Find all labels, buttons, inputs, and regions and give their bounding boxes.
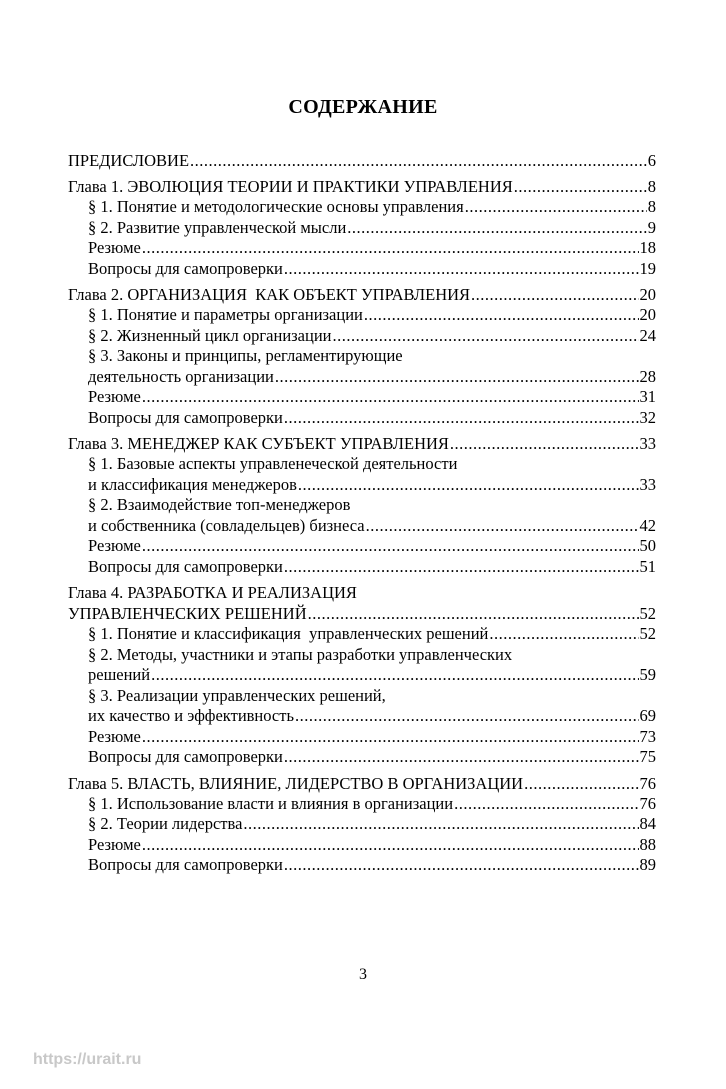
dot-leader <box>284 747 639 768</box>
toc-summary[interactable] <box>68 238 656 259</box>
toc-entry-label: Резюме <box>88 238 141 257</box>
dot-leader <box>142 727 639 748</box>
toc-entry-label: Глава 5. ВЛАСТЬ, ВЛИЯНИЕ, ЛИДЕРСТВО В ОРГАНИЗАЦИИ <box>68 773 524 793</box>
toc-entry-label: § 1. Использование власти и влияния в организации <box>88 793 454 813</box>
toc-section[interactable] <box>68 814 656 835</box>
toc-review-questions[interactable] <box>68 259 656 280</box>
dot-leader <box>514 176 647 197</box>
toc-entry-label: Вопросы для самопроверки <box>88 747 283 766</box>
toc-summary[interactable] <box>68 835 656 856</box>
toc-section[interactable] <box>68 197 656 218</box>
dot-leader <box>450 433 639 454</box>
toc-review-questions[interactable] <box>68 747 656 768</box>
toc-section[interactable] <box>68 454 656 495</box>
toc-entry-preface[interactable] <box>68 150 656 171</box>
toc-entry-page: 69 <box>639 706 656 725</box>
toc-entry-page: 6 <box>647 151 656 170</box>
dot-leader <box>190 150 647 171</box>
toc-entry-label: Резюме <box>88 536 141 555</box>
dot-leader <box>284 855 639 876</box>
toc-section[interactable] <box>68 686 656 727</box>
dot-leader <box>243 814 638 835</box>
toc-entry-page: 59 <box>639 665 656 684</box>
toc-entry-page: 76 <box>639 773 656 793</box>
toc-entry-label: § 1. Понятие и классификация управленческих решений <box>88 624 489 643</box>
toc-entry-label: Вопросы для самопроверки <box>88 855 283 874</box>
toc-entry-page: 89 <box>639 855 656 874</box>
toc-entry-page: 31 <box>639 387 656 406</box>
dot-leader <box>489 624 638 645</box>
toc-entry-label-line-2: УПРАВЛЕНЧЕСКИХ РЕШЕНИЙ <box>68 604 307 623</box>
toc-entry-label-line-1: § 3. Законы и принципы, регламентирующие <box>88 346 403 365</box>
toc-entry-label: Резюме <box>88 726 141 746</box>
dot-leader <box>142 387 639 408</box>
toc-entry-label: § 1. Понятие и параметры организации <box>88 305 363 324</box>
toc-entry-label: § 2. Теории лидерства <box>88 814 243 833</box>
watermark-url: https://urait.ru <box>33 1051 142 1068</box>
dot-leader <box>275 367 639 388</box>
toc-entry-page: 75 <box>639 747 656 766</box>
toc-entry-label: Вопросы для самопроверки <box>88 407 283 427</box>
toc-entry-page: 9 <box>647 217 656 237</box>
dot-leader <box>284 557 639 578</box>
toc-entry-page: 32 <box>639 407 656 427</box>
dot-leader <box>142 835 639 856</box>
dot-leader <box>347 218 646 239</box>
toc-entry-label: Вопросы для самопроверки <box>88 258 283 278</box>
toc-entry-label-line-1: § 3. Реализации управленческих решений, <box>88 685 386 705</box>
toc-chapter-5[interactable] <box>68 773 656 794</box>
toc-chapter-3[interactable] <box>68 433 656 454</box>
toc-entry-label: Резюме <box>88 834 141 854</box>
toc-chapter-4[interactable] <box>68 582 656 624</box>
toc-entry-page: 42 <box>639 515 656 535</box>
toc-entry-label: ПРЕДИСЛОВИЕ <box>68 151 190 170</box>
toc-section[interactable] <box>68 794 656 815</box>
toc-entry-label-line-2: и классификация менеджеров <box>88 474 297 494</box>
toc-chapter-1[interactable] <box>68 176 656 197</box>
toc-entry-page: 8 <box>647 177 656 196</box>
toc-entry-label: Глава 1. ЭВОЛЮЦИЯ ТЕОРИИ И ПРАКТИКИ УПРАВЛЕНИЯ <box>68 177 513 196</box>
toc-entry-page: 84 <box>639 814 656 833</box>
dot-leader <box>298 475 639 496</box>
table-of-contents <box>68 150 656 876</box>
dot-leader <box>142 238 639 259</box>
page-number: 3 <box>359 966 367 983</box>
toc-entry-label: Глава 2. ОРГАНИЗАЦИЯ КАК ОБЪЕКТ УПРАВЛЕНИЯ <box>68 285 471 304</box>
toc-entry-label-line-2: деятельность организации <box>88 366 274 386</box>
dot-leader <box>366 516 639 537</box>
toc-entry-page: 52 <box>639 604 656 623</box>
toc-summary[interactable] <box>68 727 656 748</box>
toc-entry-label: Резюме <box>88 387 141 406</box>
dot-leader <box>454 794 638 815</box>
toc-entry-label-line-1: § 2. Методы, участники и этапы разработки управленческих <box>88 644 513 664</box>
toc-entry-page: 33 <box>639 474 656 494</box>
toc-entry-page: 18 <box>639 238 656 257</box>
toc-entry-page: 8 <box>647 197 656 216</box>
dot-leader <box>142 536 639 557</box>
toc-entry-label-line-2: их качество и эффективность <box>88 706 294 725</box>
dot-leader <box>284 259 639 280</box>
toc-section[interactable] <box>68 645 656 686</box>
toc-entry-label: Глава 3. МЕНЕДЖЕР КАК СУБЪЕКТ УПРАВЛЕНИЯ <box>68 434 449 453</box>
toc-entry-page: 20 <box>639 305 656 324</box>
dot-leader <box>151 665 638 686</box>
toc-entry-page: 73 <box>639 726 656 746</box>
toc-section[interactable] <box>68 218 656 239</box>
toc-chapter-2[interactable] <box>68 284 656 305</box>
toc-section[interactable] <box>68 624 656 645</box>
toc-review-questions[interactable] <box>68 855 656 876</box>
toc-review-questions[interactable] <box>68 408 656 429</box>
dot-leader <box>524 773 638 794</box>
toc-section[interactable] <box>68 326 656 347</box>
page-title: СОДЕРЖАНИЕ <box>288 96 438 118</box>
toc-entry-label: Вопросы для самопроверки <box>88 556 283 576</box>
toc-entry-page: 51 <box>639 556 656 576</box>
toc-entry-label: § 2. Развитие управленческой мысли <box>88 217 347 237</box>
toc-entry-label-line-2: и собственника (совладельцев) бизнеса <box>88 515 365 535</box>
toc-entry-page: 19 <box>639 258 656 278</box>
toc-entry-label-line-1: § 1. Базовые аспекты управленеческой деятельности <box>88 454 458 473</box>
toc-entry-page: 52 <box>639 624 656 643</box>
toc-entry-label: § 1. Понятие и методологические основы управления <box>88 197 464 216</box>
dot-leader <box>284 408 639 429</box>
toc-summary[interactable] <box>68 536 656 557</box>
dot-leader <box>465 197 647 218</box>
dot-leader <box>332 326 638 347</box>
toc-entry-label-line-2: решений <box>88 665 151 684</box>
toc-section[interactable] <box>68 346 656 387</box>
toc-section[interactable] <box>68 305 656 326</box>
toc-entry-page: 33 <box>639 434 656 453</box>
dot-leader <box>364 305 639 326</box>
toc-entry-page: 28 <box>639 366 656 386</box>
toc-entry-label-line-1: Глава 4. РАЗРАБОТКА И РЕАЛИЗАЦИЯ <box>68 583 357 602</box>
dot-leader <box>308 603 639 624</box>
toc-entry-page: 50 <box>639 536 656 555</box>
toc-entry-label: § 2. Жизненный цикл организации <box>88 325 332 345</box>
toc-section[interactable] <box>68 495 656 536</box>
toc-entry-page: 76 <box>639 793 656 813</box>
dot-leader <box>295 706 639 727</box>
toc-entry-page: 88 <box>639 834 656 854</box>
toc-entry-page: 20 <box>639 285 656 304</box>
toc-review-questions[interactable] <box>68 557 656 578</box>
toc-entry-page: 24 <box>639 325 656 345</box>
toc-entry-label-line-1: § 2. Взаимодействие топ-менеджеров <box>88 495 351 514</box>
toc-summary[interactable] <box>68 387 656 408</box>
dot-leader <box>471 284 638 305</box>
